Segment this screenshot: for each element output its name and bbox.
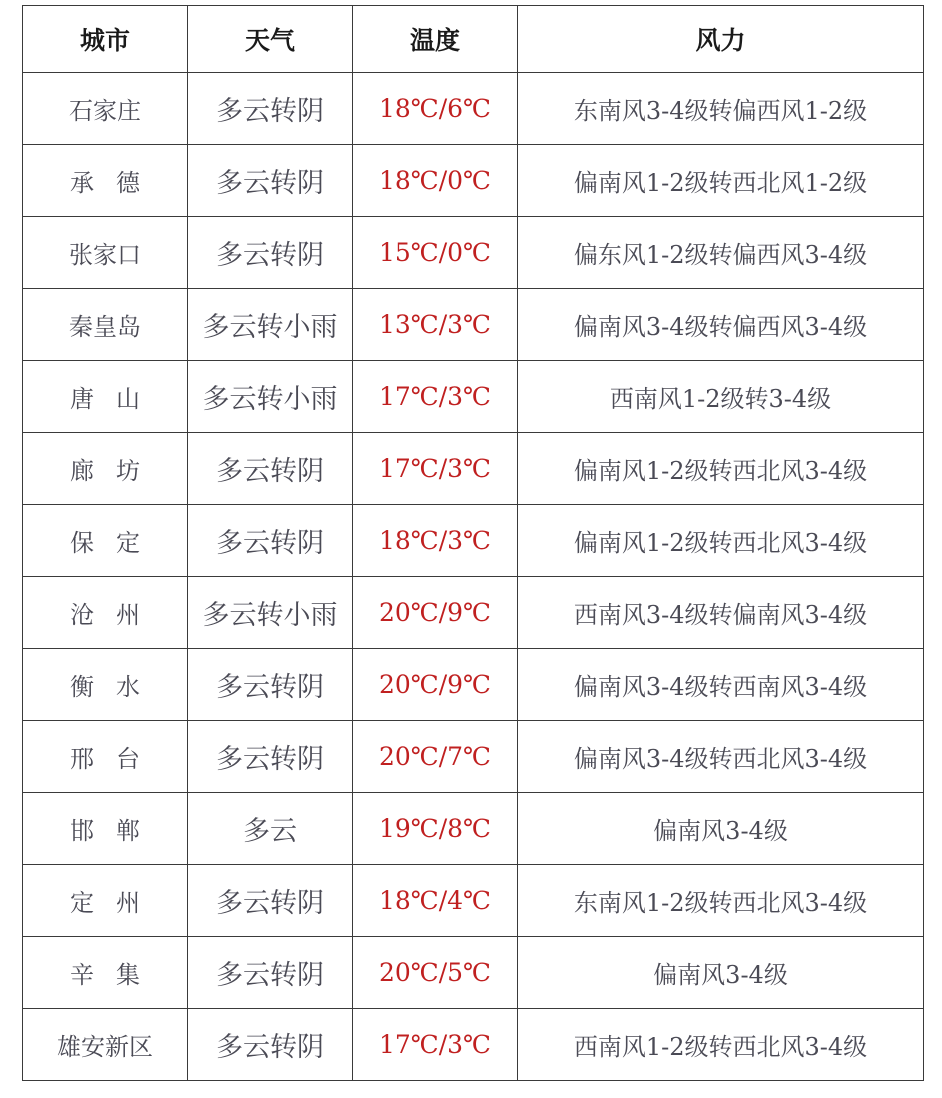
wind-cell: 偏南风1-2级转西北风3-4级 [518,433,924,505]
weather-cell: 多云 [188,793,353,865]
wind-cell: 西南风1-2级转3-4级 [518,361,924,433]
city-cell: 廊坊 [23,433,188,505]
temperature-cell: 17℃/3℃ [353,433,518,505]
weather-cell: 多云转阴 [188,721,353,793]
weather-cell: 多云转阴 [188,1009,353,1081]
wind-cell: 西南风1-2级转西北风3-4级 [518,1009,924,1081]
wind-cell: 偏南风3-4级 [518,793,924,865]
temperature-cell: 18℃/3℃ [353,505,518,577]
city-cell: 唐山 [23,361,188,433]
weather-cell: 多云转阴 [188,145,353,217]
city-cell: 邯郸 [23,793,188,865]
temperature-cell: 20℃/9℃ [353,649,518,721]
table-row [23,721,924,793]
wind-cell: 偏南风3-4级 [518,937,924,1009]
city-cell: 雄安新区 [23,1009,188,1081]
temperature-cell: 13℃/3℃ [353,289,518,361]
temperature-cell: 19℃/8℃ [353,793,518,865]
weather-cell: 多云转阴 [188,505,353,577]
table-row [23,937,924,1009]
table-row [23,433,924,505]
city-cell: 邢台 [23,721,188,793]
temperature-cell: 15℃/0℃ [353,217,518,289]
table-row [23,289,924,361]
header-row [23,6,924,73]
weather-cell: 多云转阴 [188,433,353,505]
table-row [23,649,924,721]
temperature-cell: 20℃/5℃ [353,937,518,1009]
table-row [23,793,924,865]
temperature-cell: 18℃/6℃ [353,73,518,145]
wind-cell: 东南风3-4级转偏西风1-2级 [518,73,924,145]
city-cell: 承德 [23,145,188,217]
city-cell: 秦皇岛 [23,289,188,361]
weather-cell: 多云转阴 [188,73,353,145]
header-temperature: 温度 [353,6,518,73]
table-row [23,217,924,289]
header-weather: 天气 [188,6,353,73]
header-city: 城市 [23,6,188,73]
temperature-cell: 18℃/0℃ [353,145,518,217]
weather-forecast-table [22,5,924,1081]
wind-cell: 偏南风3-4级转西南风3-4级 [518,649,924,721]
weather-cell: 多云转阴 [188,937,353,1009]
wind-cell: 偏南风1-2级转西北风3-4级 [518,505,924,577]
weather-cell: 多云转小雨 [188,361,353,433]
table-row [23,577,924,649]
city-cell: 石家庄 [23,73,188,145]
table-body [23,73,924,1081]
weather-table-container [22,5,923,1081]
wind-cell: 东南风1-2级转西北风3-4级 [518,865,924,937]
wind-cell: 偏东风1-2级转偏西风3-4级 [518,217,924,289]
header-wind: 风力 [518,6,924,73]
city-cell: 辛集 [23,937,188,1009]
table-row [23,505,924,577]
wind-cell: 偏南风3-4级转西北风3-4级 [518,721,924,793]
city-cell: 沧州 [23,577,188,649]
temperature-cell: 17℃/3℃ [353,361,518,433]
weather-cell: 多云转阴 [188,649,353,721]
weather-cell: 多云转阴 [188,865,353,937]
city-cell: 保定 [23,505,188,577]
weather-cell: 多云转小雨 [188,577,353,649]
city-cell: 定州 [23,865,188,937]
weather-cell: 多云转阴 [188,217,353,289]
city-cell: 衡水 [23,649,188,721]
weather-cell: 多云转小雨 [188,289,353,361]
table-row [23,1009,924,1081]
table-row [23,73,924,145]
temperature-cell: 18℃/4℃ [353,865,518,937]
city-cell: 张家口 [23,217,188,289]
table-row [23,145,924,217]
wind-cell: 西南风3-4级转偏南风3-4级 [518,577,924,649]
table-row [23,361,924,433]
table-row [23,865,924,937]
wind-cell: 偏南风3-4级转偏西风3-4级 [518,289,924,361]
temperature-cell: 20℃/9℃ [353,577,518,649]
temperature-cell: 17℃/3℃ [353,1009,518,1081]
wind-cell: 偏南风1-2级转西北风1-2级 [518,145,924,217]
temperature-cell: 20℃/7℃ [353,721,518,793]
